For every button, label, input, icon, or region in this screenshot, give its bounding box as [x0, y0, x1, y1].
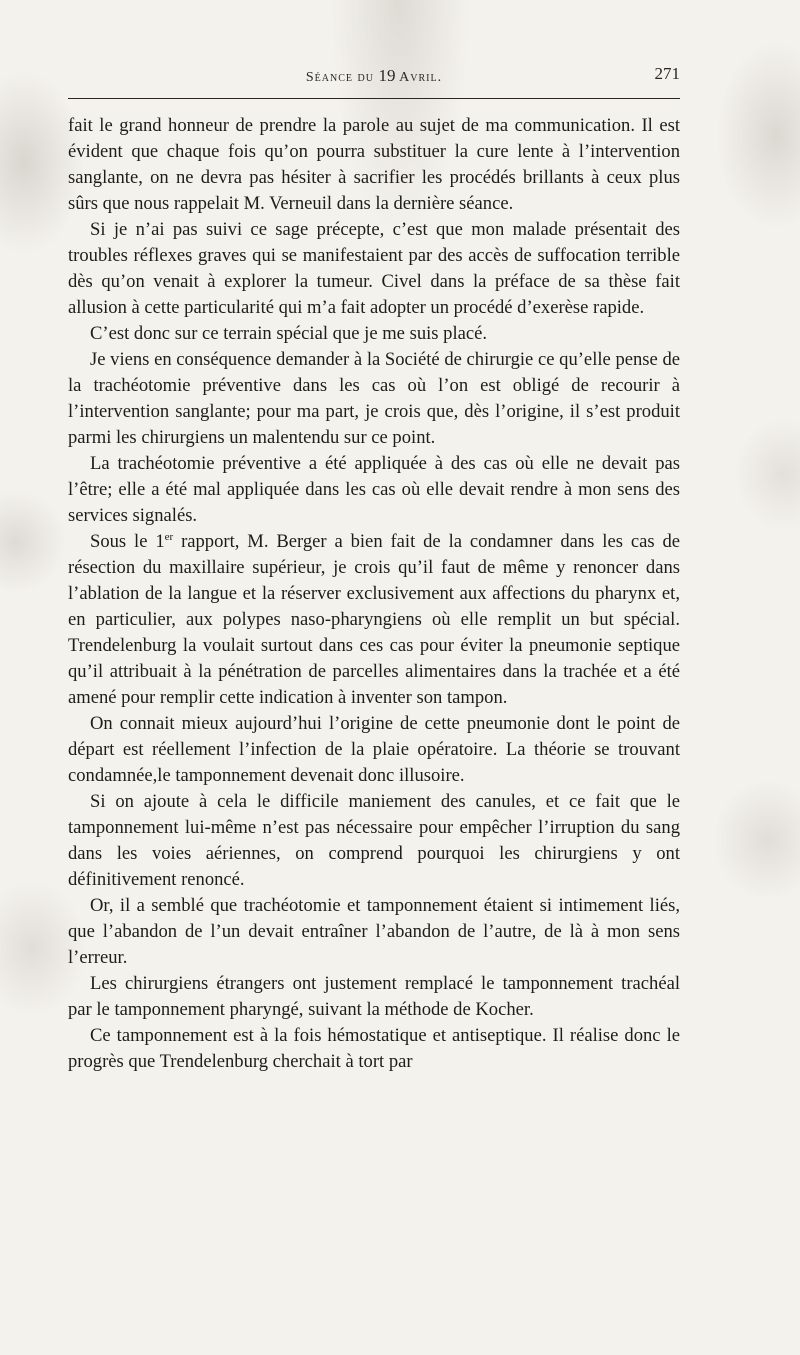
paragraph: Or, il a semblé que trachéotomie et tamponnement étaient si intimement liés, que l’abandon de l’un devait entraîner l’abandon de l’autre, de là à mon sens l’erreur.	[68, 895, 680, 968]
paragraph-text: Sous le 1	[90, 531, 165, 552]
body-text	[68, 113, 680, 1075]
paragraph: Si je n’ai pas suivi ce sage précepte, c’est que mon malade présentait des troubles réflexes graves qui se manifestaient par des accès de suffocation terrible dès qu’on venait à explorer la tumeur. Civel dans la préface de sa thèse fait allusion à cette particularité qui m’a fait adopter un procédé d’exerèse rapide.	[68, 219, 680, 318]
superscript: er	[164, 530, 174, 543]
header-rule	[68, 98, 680, 99]
paragraph: Les chirurgiens étrangers ont justement remplacé le tamponnement trachéal par le tamponnement pharyngé, suivant la méthode de Kocher.	[68, 973, 680, 1020]
running-head	[68, 66, 680, 86]
paragraph: Je viens en conséquence demander à la Société de chirurgie ce qu’elle pense de la trachéotomie préventive dans les cas où l’on est obligé de recourir à l’intervention sanglante; pour ma part, je crois que, dès l’origine, il s’est produit parmi les chirurgiens un malentendu sur ce point.	[68, 349, 680, 448]
paragraph: Ce tamponnement est à la fois hémostatique et antiseptique. Il réalise donc le progrès que Trendelenburg cherchait à tort par	[68, 1025, 680, 1072]
page-number: 271	[654, 64, 680, 83]
running-head-day: 19	[378, 66, 396, 85]
paragraph: La trachéotomie préventive a été appliquée à des cas où elle ne devait pas l’être; elle a été mal appliquée dans les cas où elle devait rendre à mon sens des services signalés.	[68, 453, 680, 526]
paragraph: C’est donc sur ce terrain spécial que je me suis placé.	[90, 323, 488, 344]
page-header	[68, 62, 680, 90]
paragraph: On connait mieux aujourd’hui l’origine de cette pneumonie dont le point de départ est réellement l’infection de la plaie opératoire. La théorie se trouvant condamnée,le tamponnement devenait donc illusoire.	[68, 713, 680, 786]
paragraph	[68, 529, 680, 711]
running-head-prefix: Séance du	[305, 70, 379, 85]
paragraph: fait le grand honneur de prendre la parole au sujet de ma communication. Il est évident que chaque fois qu’on pourra substituer la cure lente à l’intervention sanglante, on ne devra pas hésiter à sacrifier les procédés brillants à ceux plus sûrs que nous rappelait M. Verneuil dans la dernière séance.	[68, 115, 680, 214]
running-head-suffix: Avril.	[395, 70, 443, 85]
paragraph: Si on ajoute à cela le difficile maniement des canules, et ce fait que le tamponnement lui-même n’est pas nécessaire pour empêcher l’irruption du sang dans les voies aériennes, on comprend pourquoi les chirurgiens y ont définitivement renoncé.	[68, 791, 680, 890]
paragraph-text: rapport, M. Berger a bien fait de la condamner dans les cas de résection du maxillaire supérieur, je crois qu’il faut de même y renoncer dans l’ablation de la langue et la réserver exclusivement aux affections du pharynx et, en particulier, aux polypes naso-pharyngiens où elle remplit un but spécial. Trendelenburg la voulait surtout dans ces cas pour éviter la pneumonie septique qu’il attribuait à la pénétration de parcelles alimentaires dans la trachée et a été amené pour remplir cette indication à inventer son tampon.	[68, 531, 680, 708]
